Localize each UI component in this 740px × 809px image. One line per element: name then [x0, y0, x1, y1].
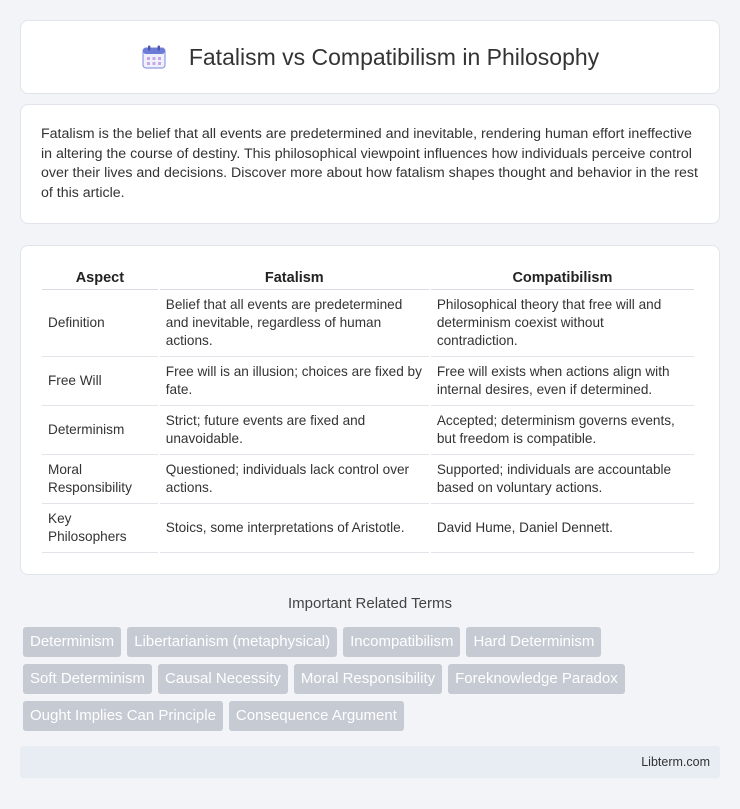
term-tag[interactable]: Hard Determinism: [466, 627, 601, 657]
header-compatibilism: Compatibilism: [431, 266, 694, 290]
row-aspect: Determinism: [42, 406, 158, 455]
row-aspect: Key Philosophers: [42, 504, 158, 553]
table-row: [42, 455, 694, 504]
row-aspect: Definition: [42, 290, 158, 357]
table-row: [42, 406, 694, 455]
related-terms-title: Important Related Terms: [288, 595, 452, 612]
row-compatibilism: Supported; individuals are accountable based on voluntary actions.: [431, 455, 694, 504]
footer-site-link[interactable]: Libterm.com: [641, 755, 710, 769]
row-compatibilism: Philosophical theory that free will and determinism coexist without contradiction.: [431, 290, 694, 357]
table-row: [42, 290, 694, 357]
term-tag[interactable]: Determinism: [23, 627, 121, 657]
table-row: [42, 357, 694, 406]
row-compatibilism: Free will exists when actions align with internal desires, even if determined.: [431, 357, 694, 406]
term-tag[interactable]: Libertarianism (metaphysical): [127, 627, 337, 657]
row-compatibilism: David Hume, Daniel Dennett.: [431, 504, 694, 553]
page-title: Fatalism vs Compatibilism in Philosophy: [188, 43, 600, 70]
table-row: [42, 504, 694, 553]
comparison-table: [40, 266, 696, 553]
row-aspect: Moral Responsibility: [42, 455, 158, 504]
row-fatalism: Free will is an illusion; choices are fixed by fate.: [160, 357, 429, 406]
term-tag[interactable]: Soft Determinism: [23, 664, 152, 694]
row-aspect: Free Will: [42, 357, 158, 406]
row-fatalism: Stoics, some interpretations of Aristotle.: [160, 504, 429, 553]
row-compatibilism: Accepted; determinism governs events, but freedom is compatible.: [431, 406, 694, 455]
calendar-icon: [141, 44, 167, 70]
comparison-card: [20, 245, 720, 575]
term-tag[interactable]: Incompatibilism: [343, 627, 460, 657]
term-tag[interactable]: Causal Necessity: [158, 664, 288, 694]
row-fatalism: Strict; future events are fixed and unavoidable.: [160, 406, 429, 455]
related-terms-list: [23, 627, 723, 738]
header-fatalism: Fatalism: [160, 266, 429, 290]
header-card: [20, 20, 720, 94]
intro-card: [20, 104, 720, 224]
term-tag[interactable]: Foreknowledge Paradox: [448, 664, 625, 694]
term-tag[interactable]: Consequence Argument: [229, 701, 404, 731]
intro-text: Fatalism is the belief that all events are predetermined and inevitable, rendering human effort ineffective in altering the course of destiny. This philosophical viewpoint influences how individuals perceive control over their lives and decisions. Discover more about how fatalism shapes thought and behavior in the rest of this article.: [41, 126, 698, 201]
row-fatalism: Belief that all events are predetermined and inevitable, regardless of human actions.: [160, 290, 429, 357]
row-fatalism: Questioned; individuals lack control over actions.: [160, 455, 429, 504]
term-tag[interactable]: Ought Implies Can Principle: [23, 701, 223, 731]
header-aspect: Aspect: [42, 266, 158, 290]
table-header-row: [42, 266, 694, 290]
footer: [20, 746, 720, 778]
term-tag[interactable]: Moral Responsibility: [294, 664, 442, 694]
